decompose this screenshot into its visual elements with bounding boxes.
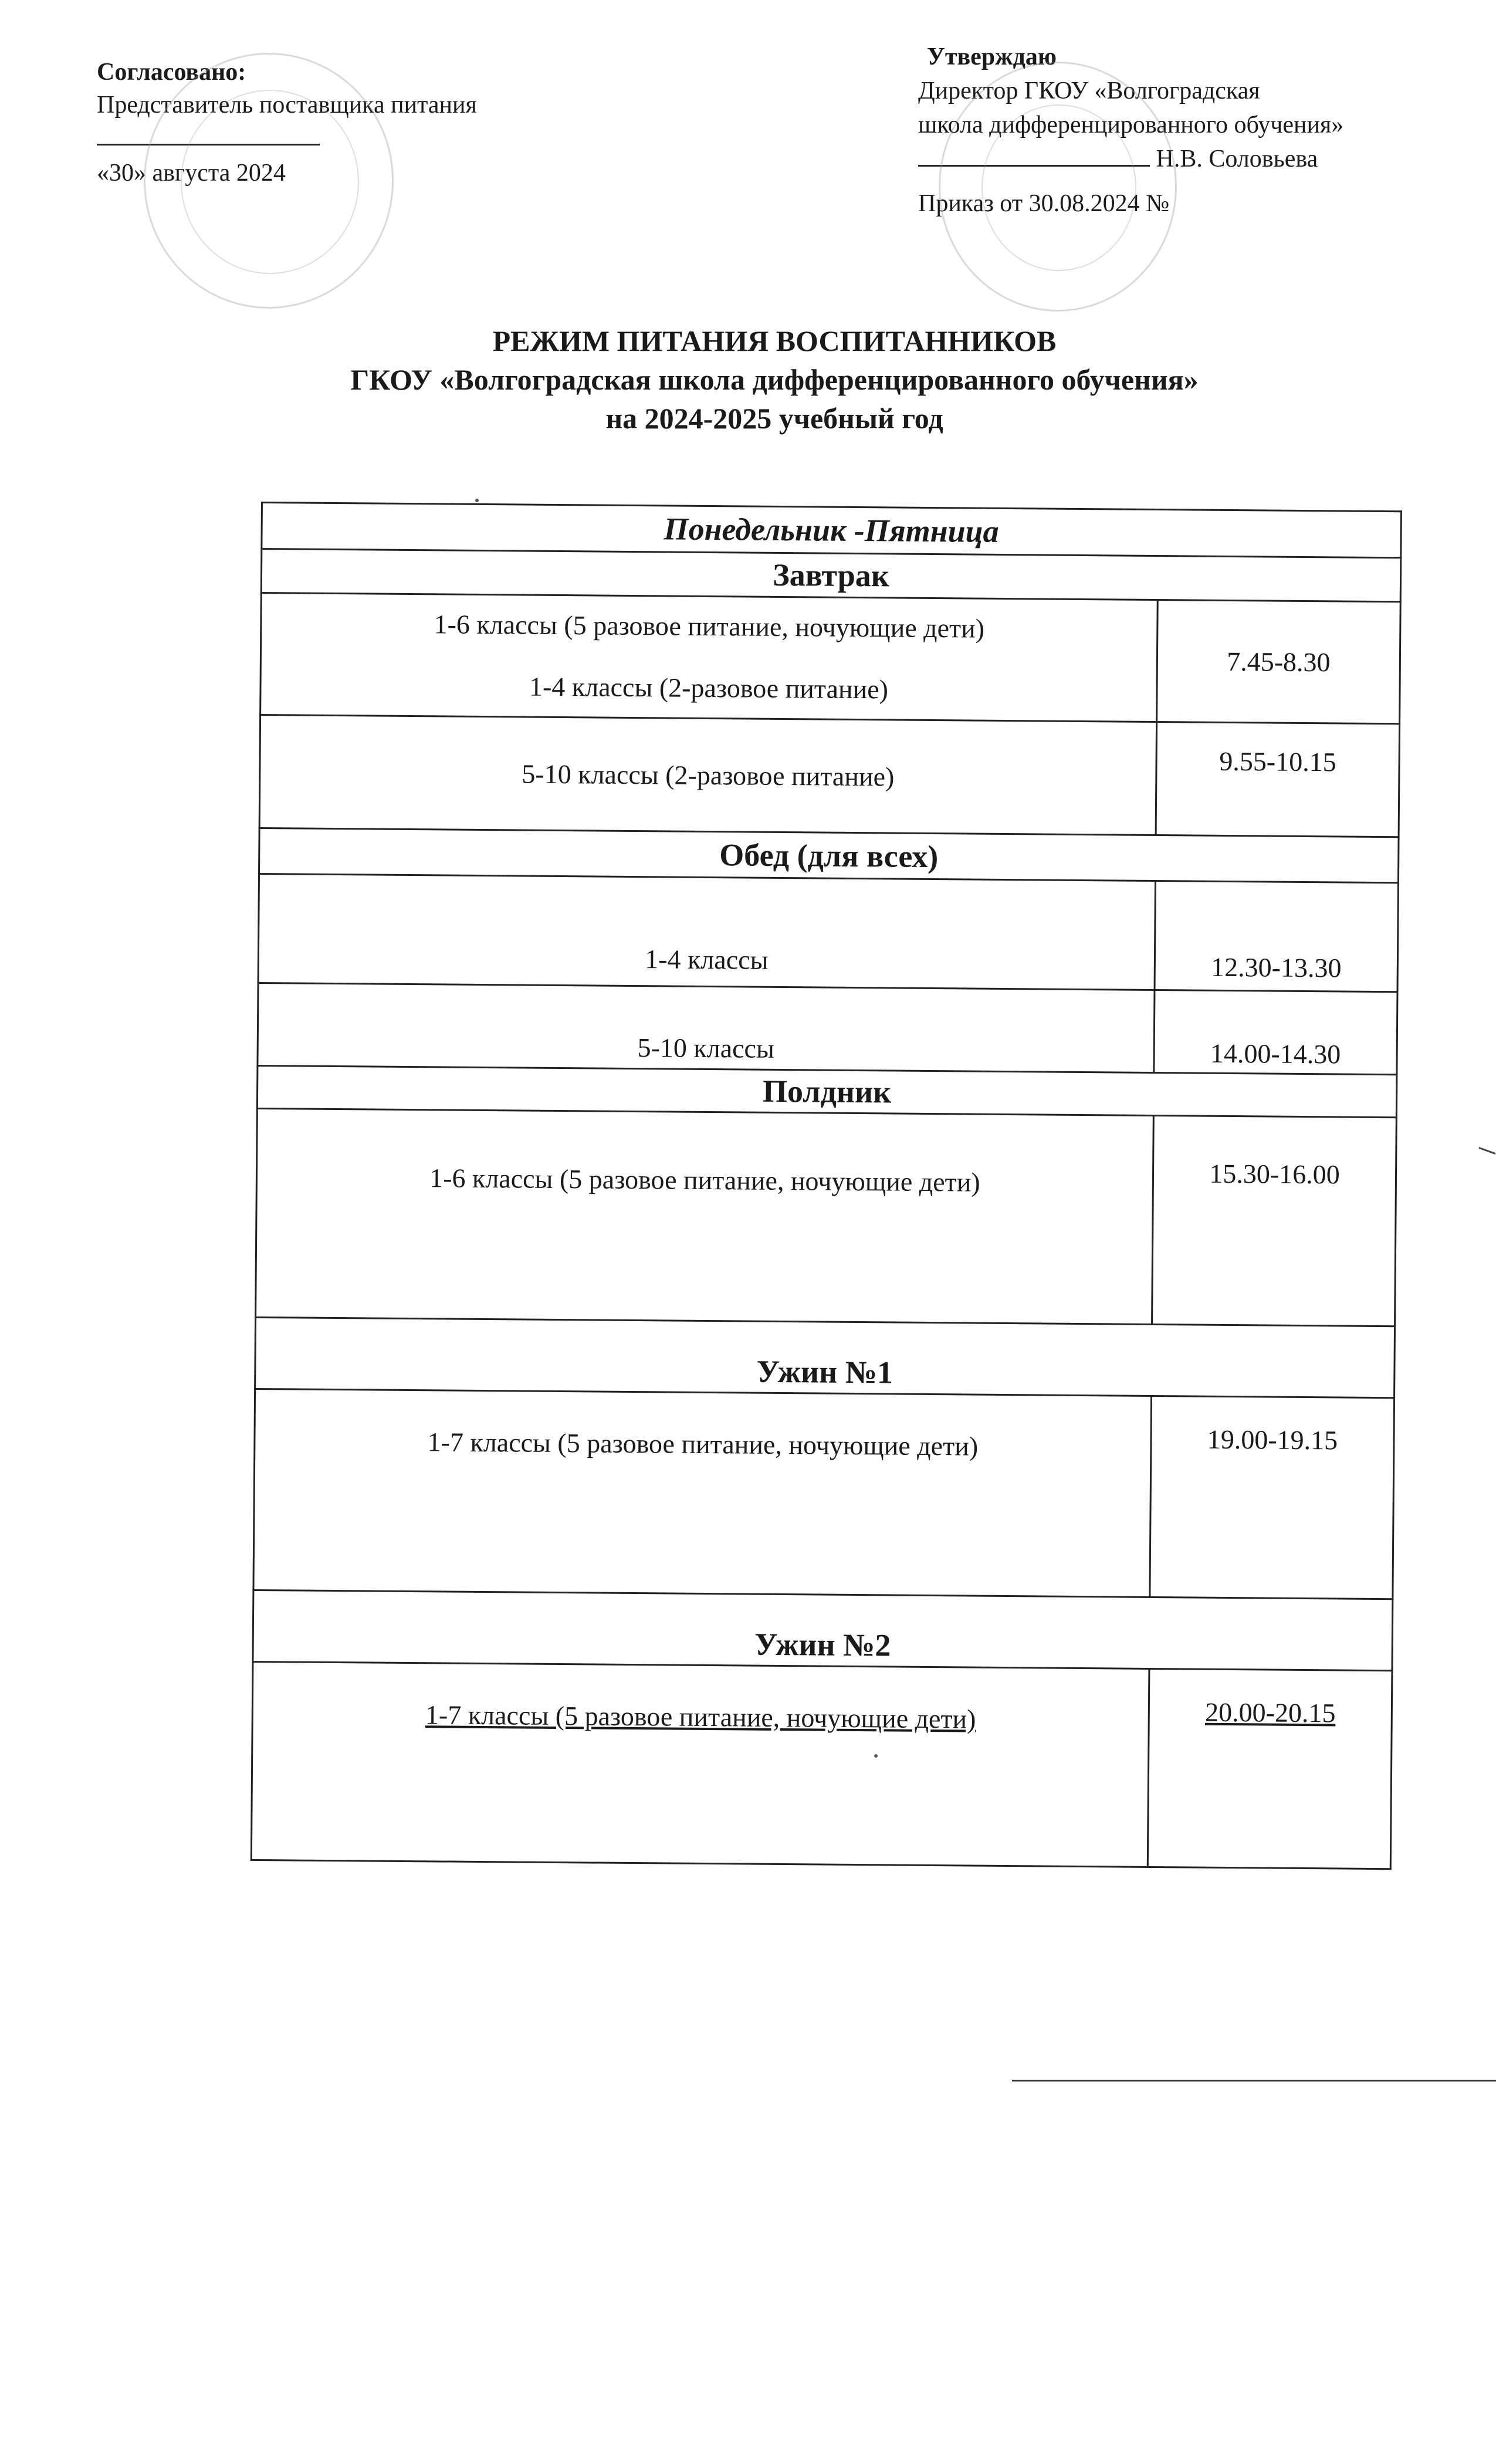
lunch-group-1: 1-4 классы <box>258 874 1155 990</box>
breakfast-groups-cell <box>260 593 1158 722</box>
dinner1-group: 1-7 классы (5 разовое питание, ночующие дети) <box>253 1389 1152 1597</box>
dinner1-time: 19.00-19.15 <box>1150 1396 1395 1599</box>
scan-edge-line <box>1478 1147 1495 1155</box>
breakfast-group-b: 1-4 классы (2-разовое питание) <box>529 671 889 705</box>
speck <box>475 499 479 502</box>
scan-edge-line <box>1012 2080 1496 2081</box>
meal-schedule-table <box>251 502 1402 1870</box>
lunch-group-2: 5-10 классы <box>258 983 1155 1072</box>
day-header: Понедельник -Пятница <box>262 503 1402 558</box>
table-row <box>253 1389 1395 1599</box>
dinner1-header: Ужин №1 <box>255 1317 1395 1397</box>
snack-group: 1-6 классы (5 разовое питание, ночующие дети) <box>256 1108 1154 1324</box>
approved-label: Утверждаю <box>927 43 1057 70</box>
breakfast-group-2: 5-10 классы (2-разовое питание) <box>259 715 1156 835</box>
approval-date: «30» августа 2024 <box>97 160 286 187</box>
lunch-time-1: 12.30-13.30 <box>1155 881 1398 991</box>
table-row <box>260 593 1401 724</box>
table-row <box>259 715 1399 837</box>
speck <box>874 1754 878 1758</box>
lunch-header: Обед (для всех) <box>259 828 1399 882</box>
title-line-1: РЕЖИМ ПИТАНИЯ ВОСПИТАННИКОВ <box>492 324 1057 357</box>
document-title <box>0 321 1496 438</box>
dinner2-group: 1-7 классы (5 разовое питание, ночующие дети) <box>251 1661 1149 1867</box>
order-reference: Приказ от 30.08.2024 № <box>918 190 1170 217</box>
dinner2-header-row <box>253 1590 1393 1670</box>
snack-header: Полдник <box>257 1065 1397 1117</box>
table-row <box>251 1661 1392 1869</box>
breakfast-group-a: 1-6 классы (5 разовое питание, ночующие дети) <box>434 609 985 644</box>
snack-time: 15.30-16.00 <box>1152 1115 1397 1326</box>
school-name-line: школа дифференцированного обучения» <box>918 111 1344 138</box>
breakfast-time-2: 9.55-10.15 <box>1156 722 1400 837</box>
day-header-row <box>262 503 1402 558</box>
dinner2-time: 20.00-20.15 <box>1148 1668 1392 1869</box>
table-row <box>258 983 1397 1074</box>
lunch-header-row <box>259 828 1399 882</box>
dinner1-header-row <box>255 1317 1395 1397</box>
breakfast-time-1: 7.45-8.30 <box>1157 600 1401 724</box>
breakfast-header: Завтрак <box>261 549 1401 602</box>
table-row <box>258 874 1398 991</box>
dinner2-header: Ужин №2 <box>253 1590 1393 1670</box>
director-title: Директор ГКОУ «Волгоградская <box>918 77 1260 104</box>
approval-label: Согласовано: <box>97 59 246 86</box>
lunch-time-2: 14.00-14.30 <box>1154 990 1397 1074</box>
title-line-2: ГКОУ «Волгоградская школа дифференцированного обучения» <box>350 363 1199 396</box>
school-stamp-inner-ring <box>981 104 1136 271</box>
table-row <box>256 1108 1397 1326</box>
supplier-representative: Представитель поставщика питания <box>97 92 477 119</box>
school-stamp <box>939 62 1177 312</box>
supplier-stamp <box>144 53 394 309</box>
director-name: Н.В. Соловьева <box>1156 145 1318 172</box>
supplier-stamp-inner-ring <box>181 90 359 274</box>
title-line-3: на 2024-2025 учебный год <box>605 402 943 435</box>
